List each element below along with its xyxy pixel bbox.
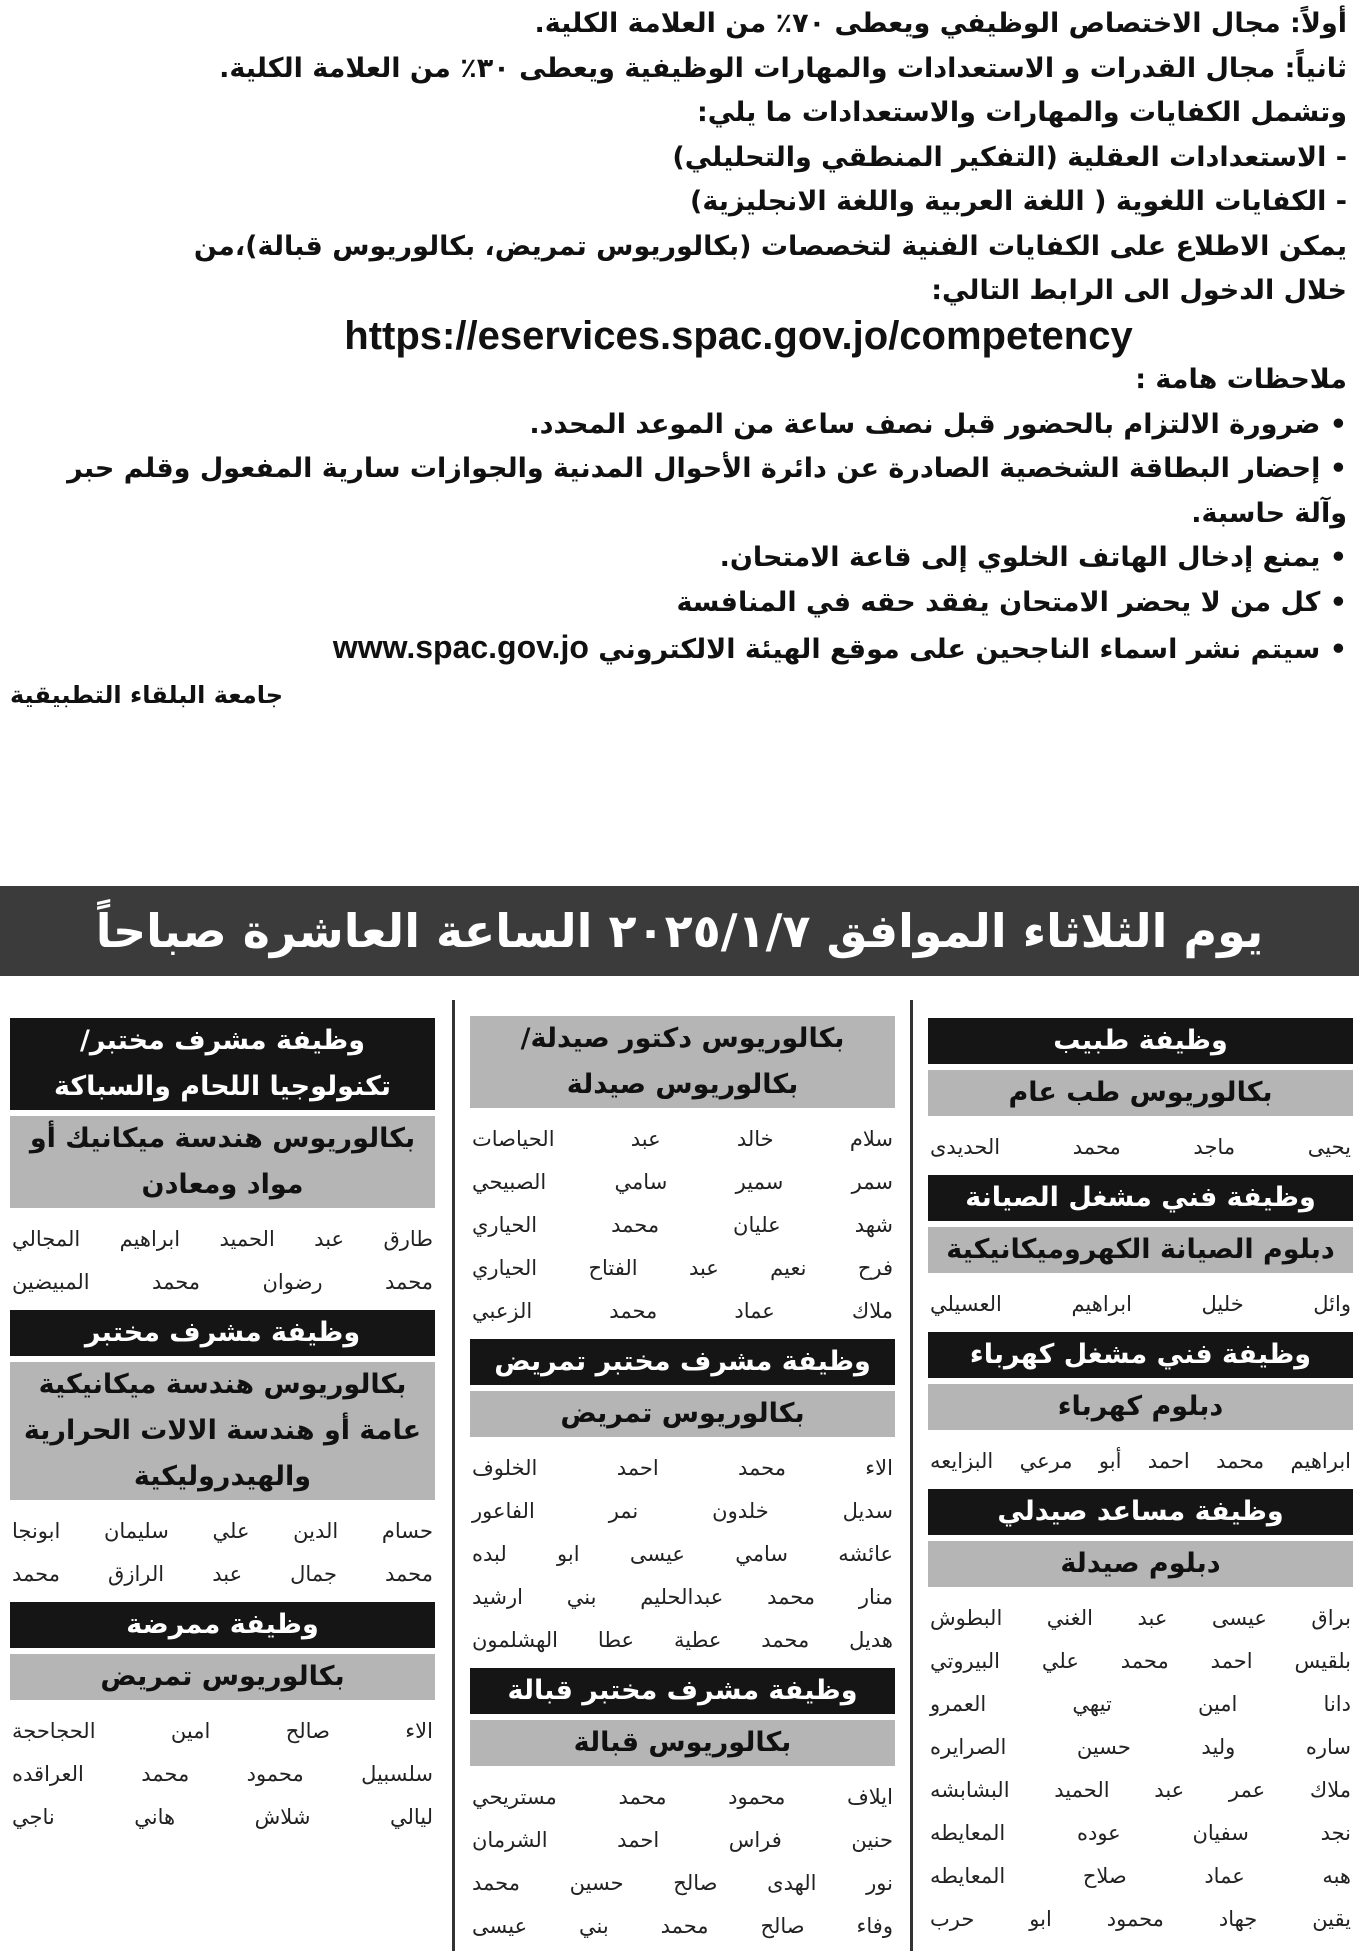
note-item: • كل من لا يحضر الامتحان يفقد حقه في المنافسة <box>676 586 1347 618</box>
candidate-name: سمر سمير سامي الصبيحي <box>472 1170 893 1194</box>
intro-line: أولاً: مجال الاختصاص الوظيفي ويعطى ٧٠٪ من العلامة الكلية. <box>534 8 1347 39</box>
candidate-name: الاء صالح امين الحجاحجة <box>12 1719 433 1743</box>
job-title: وظيفة فني مشغل كهرباء <box>928 1332 1353 1378</box>
candidate-name: يحيى ماجد محمد الحديدى <box>930 1135 1351 1159</box>
candidate-name: وفاء صالح محمد بني عيسى <box>472 1914 893 1938</box>
organization-name: جامعة البلقاء التطبيقية <box>10 680 283 709</box>
job-title: وظيفة مساعد صيدلي <box>928 1489 1353 1535</box>
candidate-name: هبه عماد صلاح المعايطه <box>930 1864 1351 1888</box>
candidate-name: هديل محمد عطية عطا الهشلمون <box>472 1628 893 1652</box>
candidate-name: حنين فراس احمد الشرمان <box>472 1828 893 1852</box>
intro-line: - الاستعدادات العقلية (التفكير المنطقي والتحليلي) <box>672 141 1347 173</box>
candidate-name: نور الهدى صالح حسين محمد <box>472 1871 893 1895</box>
intro-line: يمكن الاطلاع على الكفايات الفنية لتخصصات (بكالوريوس تمريض، بكالوريوس قبالة)،من <box>193 230 1347 262</box>
candidate-name: محمد رضوان محمد المبيضين <box>12 1270 433 1294</box>
intro-line: - الكفايات اللغوية ( اللغة العربية واللغة الانجليزية) <box>690 186 1347 217</box>
candidate-name: يقين جهاد محمود ابو حرب <box>930 1907 1351 1931</box>
candidate-name: ملاك عماد محمد الزعبي <box>472 1299 893 1323</box>
column-left <box>10 1012 435 1839</box>
candidate-name: طارق عبد الحميد ابراهيم المجالي <box>12 1227 433 1251</box>
column-right <box>928 1012 1353 1941</box>
site-link[interactable]: www.spac.gov.jo <box>332 629 589 665</box>
job-title: وظيفة مشرف مختبر/ تكنولوجيا اللحام والسباكة <box>10 1018 435 1110</box>
candidate-name: محمد جمال عبد الرازق محمد <box>12 1562 433 1586</box>
candidate-name: ايلاف محمود محمد مستريحي <box>472 1785 893 1809</box>
candidate-name: منار محمد عبدالحليم بني ارشيد <box>472 1585 893 1609</box>
degree-title: بكالوريوس تمريض <box>470 1391 895 1437</box>
job-title: وظيفة فني مشغل الصيانة <box>928 1175 1353 1221</box>
degree-title: بكالوريوس هندسة ميكانيك أو مواد ومعادن <box>10 1116 435 1208</box>
job-title: وظيفة طبيب <box>928 1018 1353 1064</box>
candidate-name: بلقيس احمد محمد علي البيروتي <box>930 1649 1351 1673</box>
candidate-name: فرح نعيم عبد الفتاح الحياري <box>472 1256 893 1280</box>
notes-title: ملاحظات هامة : <box>1135 364 1347 395</box>
note-item: • إحضار البطاقة الشخصية الصادرة عن دائرة الأحوال المدنية والجوازات سارية المفعول وقلم حبر وآلة حاسبة. <box>67 453 1347 529</box>
degree-title: بكالوريوس تمريض <box>10 1654 435 1700</box>
competency-link[interactable]: https://eservices.spac.gov.jo/competency <box>344 313 1133 358</box>
candidate-name: دانا امين تيهي العمرو <box>930 1692 1351 1716</box>
column-divider <box>452 1000 455 1951</box>
candidate-name: ابراهيم محمد احمد أبو مرعي البزايعه <box>930 1449 1351 1473</box>
candidate-name: سلسبيل محمود محمد العراقده <box>12 1762 433 1786</box>
intro-line: خلال الدخول الى الرابط التالي: <box>931 275 1347 306</box>
candidate-name: الاء محمد احمد الخلوف <box>472 1456 893 1480</box>
degree-title: دبلوم كهرباء <box>928 1384 1353 1430</box>
intro-line: وتشمل الكفايات والمهارات والاستعدادات ما يلي: <box>696 97 1347 128</box>
candidate-name: براق عيسى عبد الغني البطوش <box>930 1606 1351 1630</box>
note-item: • يمنع إدخال الهاتف الخلوي إلى قاعة الامتحان. <box>719 542 1347 573</box>
candidate-name: وائل خليل ابراهيم العسيلي <box>930 1292 1351 1316</box>
job-title: وظيفة ممرضة <box>10 1602 435 1648</box>
candidate-name: نجد سفيان عوده المعايطه <box>930 1821 1351 1845</box>
degree-title: بكالوريوس قبالة <box>470 1720 895 1766</box>
candidate-name: عائشه سامي عيسى ابو لبده <box>472 1542 893 1566</box>
note-text: • سيتم نشر اسماء الناجحين على موقع الهيئة الالكتروني <box>598 634 1347 665</box>
degree-title: دبلوم صيدلة <box>928 1541 1353 1587</box>
note-item: • ضرورة الالتزام بالحضور قبل نصف ساعة من الموعد المحدد. <box>529 408 1347 440</box>
degree-title: دبلوم الصيانة الكهروميكانيكية <box>928 1227 1353 1273</box>
job-title: وظيفة مشرف مختبر <box>10 1310 435 1356</box>
candidate-name: ليالي شلاش هاني ناجي <box>12 1805 433 1829</box>
exam-date-banner: يوم الثلاثاء الموافق ٢٠٢٥/١/٧ الساعة العاشرة صباحاً <box>0 886 1359 976</box>
degree-title: بكالوريوس طب عام <box>928 1070 1353 1116</box>
announcement-text <box>10 2 1347 717</box>
degree-title: بكالوريوس دكتور صيدلة/ بكالوريوس صيدلة <box>470 1016 895 1108</box>
candidate-name: شهد عليان محمد الحياري <box>472 1213 893 1237</box>
candidate-name: ساره وليد حسين الصرايره <box>930 1735 1351 1759</box>
job-title: وظيفة مشرف مختبر قبالة <box>470 1668 895 1714</box>
candidate-name: سديل خلدون نمر الفاعور <box>472 1499 893 1523</box>
candidate-name: ملاك عمر عبد الحميد البشابشه <box>930 1778 1351 1802</box>
candidate-name: حسام الدين علي سليمان ابونجا <box>12 1519 433 1543</box>
column-middle <box>470 1012 895 1948</box>
note-item-site <box>10 625 1347 673</box>
candidate-name: سلام خالد عبد الحياصات <box>472 1127 893 1151</box>
column-divider <box>910 1000 913 1951</box>
degree-title: بكالوريوس هندسة ميكانيكية عامة أو هندسة الالات الحرارية والهيدروليكية <box>10 1362 435 1500</box>
intro-line: ثانياً: مجال القدرات و الاستعدادات والمهارات الوظيفية ويعطى ٣٠٪ من العلامة الكلية. <box>219 52 1347 84</box>
job-title: وظيفة مشرف مختبر تمريض <box>470 1339 895 1385</box>
